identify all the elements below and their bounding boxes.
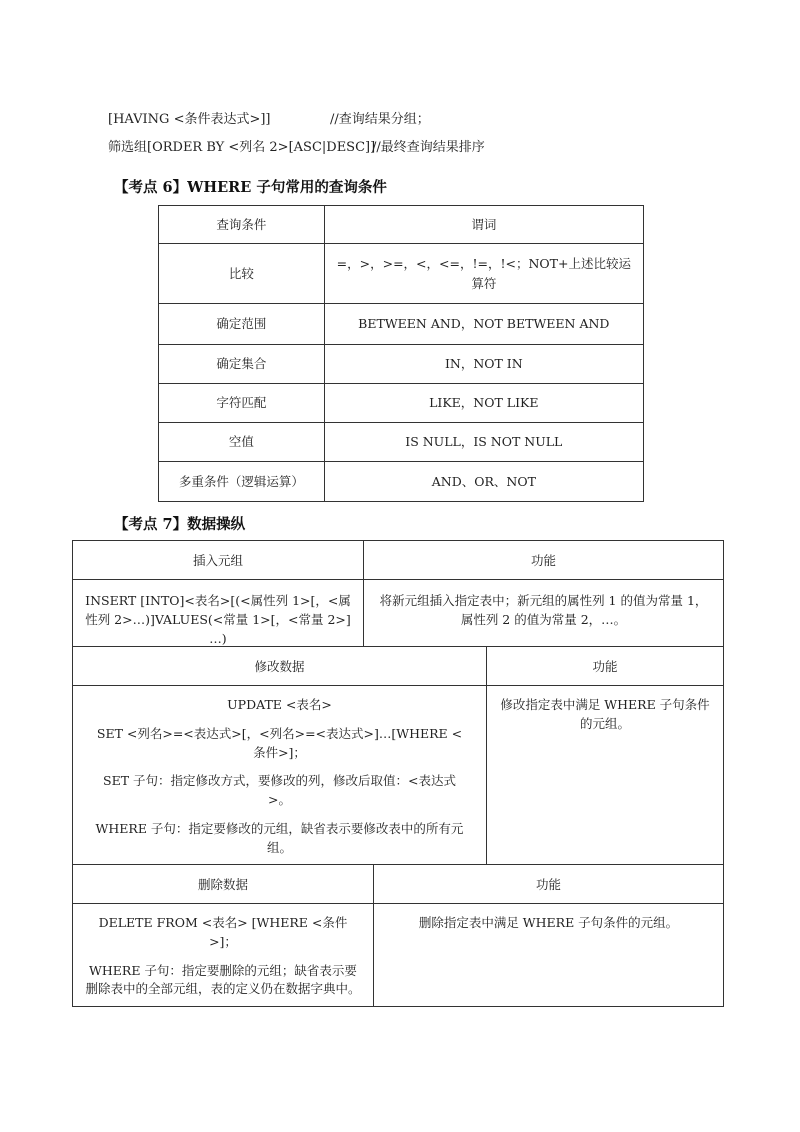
insert-function-header: 功能 <box>363 540 724 580</box>
update-header: 修改数据 <box>72 646 487 686</box>
update-line: WHERE 子句：指定要修改的元组，缺省表示要修改表中的所有元组。 <box>95 820 464 855</box>
table-row <box>159 345 644 384</box>
condition-cell: 空值 <box>159 423 325 462</box>
delete-function: 删除指定表中满足 WHERE 子句条件的元组。 <box>373 903 724 1007</box>
delete-function-header: 功能 <box>373 864 724 904</box>
update-function-header: 功能 <box>486 646 724 686</box>
predicate-cell: =，>，>=，<，<=，!=，!<；NOT+上述比较运算符 <box>324 244 643 304</box>
condition-cell: 字符匹配 <box>159 384 325 423</box>
delete-syntax-cell <box>72 903 374 1007</box>
predicate-cell: BETWEEN AND，NOT BETWEEN AND <box>324 304 643 345</box>
header-predicate: 谓词 <box>324 206 643 244</box>
condition-cell: 确定范围 <box>159 304 325 345</box>
intro-line-1-code: [HAVING <条件表达式>]] <box>108 112 271 127</box>
table-row <box>159 384 644 423</box>
section7-heading: 【考点 7】数据操纵 <box>114 516 246 533</box>
insert-header: 插入元组 <box>72 540 364 580</box>
section6-heading: 【考点 6】WHERE 子句常用的查询条件 <box>114 179 387 196</box>
condition-cell: 比较 <box>159 244 325 304</box>
table-row <box>159 244 644 304</box>
delete-header: 删除数据 <box>72 864 374 904</box>
condition-cell: 多重条件（逻辑运算） <box>159 462 325 502</box>
table-header-row <box>159 206 644 244</box>
insert-syntax: INSERT [INTO]<表名>[(<属性列 1>[，<属性列 2>…)]VALUES(<常量 1>[，<常量 2>] …) <box>72 579 364 647</box>
delete-line: WHERE 子句：指定要删除的元组；缺省表示要删除表中的全部元组，表的定义仍在数据字典中。 <box>85 962 361 997</box>
table-row <box>159 304 644 345</box>
condition-cell: 确定集合 <box>159 345 325 384</box>
intro-line-1-comment: //查询结果分组； <box>330 112 430 127</box>
update-function: 修改指定表中满足 WHERE 子句条件的元组。 <box>486 685 724 865</box>
predicate-cell: IN，NOT IN <box>324 345 643 384</box>
query-conditions-table <box>158 205 644 502</box>
insert-function: 将新元组插入指定表中；新元组的属性列 1 的值为常量 1，属性列 2 的值为常量 2，…。 <box>363 579 724 647</box>
predicate-cell: LIKE，NOT LIKE <box>324 384 643 423</box>
update-line: UPDATE <表名> <box>227 697 332 712</box>
delete-line: DELETE FROM <表名> [WHERE <条件>]； <box>98 915 348 949</box>
table-row <box>159 462 644 502</box>
table-row <box>159 423 644 462</box>
predicate-cell: IS NULL，IS NOT NULL <box>324 423 643 462</box>
update-syntax-cell <box>72 685 487 865</box>
predicate-cell: AND、OR、NOT <box>324 462 643 502</box>
header-condition: 查询条件 <box>159 206 325 244</box>
update-line: SET <列名>=<表达式>[，<列名>=<表达式>]…[WHERE <条件>]； <box>96 725 463 760</box>
intro-line-2-code: 筛选组[ORDER BY <列名 2>[ASC|DESC]] <box>108 140 376 155</box>
update-line: SET 子句：指定修改方式，要修改的列，修改后取值：<表达式>。 <box>103 773 456 807</box>
intro-line-2-comment: //最终查询结果排序 <box>372 140 485 155</box>
